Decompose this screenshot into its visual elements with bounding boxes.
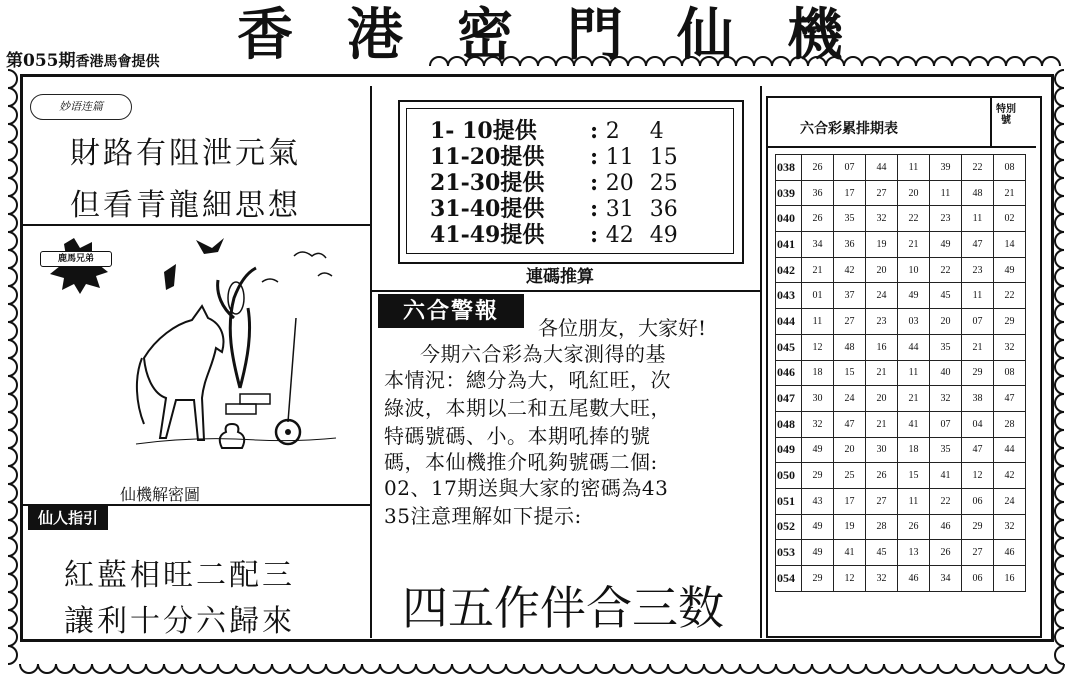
draw-number: 12 bbox=[834, 566, 866, 592]
draw-issue: 042 bbox=[776, 257, 802, 283]
draw-number: 18 bbox=[802, 360, 834, 386]
poem-line: 但看青龍細思想 bbox=[70, 188, 301, 223]
table-row bbox=[776, 566, 1026, 592]
table-row bbox=[776, 334, 1026, 360]
draw-number: 41 bbox=[930, 463, 962, 489]
draw-issue: 050 bbox=[776, 463, 802, 489]
brick-icon bbox=[226, 404, 256, 414]
draw-number: 26 bbox=[802, 206, 834, 232]
draw-number: 32 bbox=[866, 566, 898, 592]
issue-label: 第055期 bbox=[6, 51, 76, 71]
title-char: 機 bbox=[787, 2, 843, 68]
range-row: 11-20提供 : 11 15 bbox=[430, 144, 694, 171]
draw-number: 47 bbox=[962, 437, 994, 463]
draw-number: 44 bbox=[898, 334, 930, 360]
draw-number: 19 bbox=[834, 514, 866, 540]
draw-number: 17 bbox=[834, 180, 866, 206]
draw-number: 11 bbox=[962, 283, 994, 309]
range-number: 49 bbox=[649, 223, 678, 248]
range-row: 31-40提供 : 31 36 bbox=[430, 196, 694, 223]
draw-number: 24 bbox=[866, 283, 898, 309]
cloud-icon bbox=[294, 252, 326, 258]
title-char: 仙 bbox=[677, 2, 733, 68]
draw-number: 16 bbox=[866, 334, 898, 360]
draw-number: 23 bbox=[930, 206, 962, 232]
draw-number: 45 bbox=[866, 540, 898, 566]
draw-number: 14 bbox=[994, 232, 1026, 258]
draw-number: 34 bbox=[802, 232, 834, 258]
body-line: 特碼號碼、小。本期吼捧的號 bbox=[384, 424, 651, 448]
special-number-label: 特別號 bbox=[996, 104, 1016, 126]
draw-number: 12 bbox=[962, 463, 994, 489]
draw-number: 20 bbox=[866, 386, 898, 412]
draw-number: 08 bbox=[994, 155, 1026, 181]
draw-issue: 051 bbox=[776, 488, 802, 514]
draw-number: 15 bbox=[898, 463, 930, 489]
draw-number: 41 bbox=[834, 540, 866, 566]
draw-number: 06 bbox=[962, 488, 994, 514]
body-line: 02、17期送與大家的密碼為43 bbox=[384, 476, 669, 500]
draw-number: 12 bbox=[802, 334, 834, 360]
table-row bbox=[776, 180, 1026, 206]
poem-line: 讓利十分六歸來 bbox=[64, 604, 295, 639]
draw-issue: 038 bbox=[776, 155, 802, 181]
body-line: 35注意理解如下提示: bbox=[384, 504, 582, 528]
draw-number: 15 bbox=[834, 360, 866, 386]
draw-number: 22 bbox=[962, 155, 994, 181]
draw-number: 20 bbox=[834, 437, 866, 463]
table-row bbox=[776, 206, 1026, 232]
draw-number: 10 bbox=[898, 257, 930, 283]
table-row bbox=[776, 386, 1026, 412]
draw-issue: 044 bbox=[776, 309, 802, 335]
draw-number: 49 bbox=[898, 283, 930, 309]
draw-number: 45 bbox=[930, 283, 962, 309]
draw-number: 11 bbox=[898, 155, 930, 181]
draw-number: 48 bbox=[834, 334, 866, 360]
draw-number: 21 bbox=[962, 334, 994, 360]
draw-number: 27 bbox=[834, 309, 866, 335]
title-char: 香 bbox=[237, 2, 293, 68]
hint-label: 仙人指引 bbox=[28, 506, 108, 530]
table-row bbox=[776, 360, 1026, 386]
draw-number: 20 bbox=[930, 309, 962, 335]
section-divider bbox=[22, 224, 370, 226]
draw-number: 08 bbox=[994, 360, 1026, 386]
draw-number: 22 bbox=[930, 488, 962, 514]
greeting-text: 各位朋友，大家好! bbox=[538, 316, 707, 340]
range-number: 31 bbox=[605, 197, 634, 222]
draw-number: 21 bbox=[994, 180, 1026, 206]
draw-number: 21 bbox=[898, 386, 930, 412]
draw-number: 40 bbox=[930, 360, 962, 386]
draw-number: 03 bbox=[898, 309, 930, 335]
draw-number: 29 bbox=[994, 309, 1026, 335]
range-number: 25 bbox=[649, 171, 678, 196]
range-number: 36 bbox=[649, 197, 678, 222]
alert-label: 六合警報 bbox=[378, 294, 524, 328]
draw-issue: 046 bbox=[776, 360, 802, 386]
draw-number: 07 bbox=[834, 155, 866, 181]
draw-issue: 045 bbox=[776, 334, 802, 360]
draw-number: 11 bbox=[930, 180, 962, 206]
poem-tag: 妙语连篇 bbox=[30, 94, 132, 120]
draw-number: 46 bbox=[898, 566, 930, 592]
draw-number: 19 bbox=[866, 232, 898, 258]
poem-line: 紅藍相旺二配三 bbox=[64, 558, 295, 593]
draw-number: 47 bbox=[962, 232, 994, 258]
draw-number: 38 bbox=[962, 386, 994, 412]
column-divider bbox=[760, 86, 762, 638]
gourd-icon bbox=[220, 424, 245, 448]
draw-number: 20 bbox=[898, 180, 930, 206]
draw-number: 21 bbox=[898, 232, 930, 258]
tree-icon bbox=[218, 268, 256, 388]
draw-number: 29 bbox=[802, 463, 834, 489]
table-row bbox=[776, 540, 1026, 566]
picture-caption: 仙機解密圖 bbox=[120, 485, 201, 504]
draw-number: 42 bbox=[834, 257, 866, 283]
draw-number: 21 bbox=[802, 257, 834, 283]
draw-number: 11 bbox=[802, 309, 834, 335]
draw-issue: 040 bbox=[776, 206, 802, 232]
draw-number: 48 bbox=[962, 180, 994, 206]
draw-number: 32 bbox=[994, 334, 1026, 360]
draw-issue: 047 bbox=[776, 386, 802, 412]
range-label: 1- 10提供 bbox=[430, 118, 537, 144]
draw-number: 24 bbox=[994, 488, 1026, 514]
issue-number bbox=[6, 46, 160, 71]
draw-number: 32 bbox=[802, 411, 834, 437]
draw-number: 11 bbox=[962, 206, 994, 232]
range-number: 11 bbox=[605, 145, 634, 170]
draw-number: 02 bbox=[994, 206, 1026, 232]
draw-number: 46 bbox=[994, 540, 1026, 566]
column-divider bbox=[370, 86, 372, 638]
draw-number: 07 bbox=[962, 309, 994, 335]
draw-number: 37 bbox=[834, 283, 866, 309]
draw-issue: 048 bbox=[776, 411, 802, 437]
draw-number: 29 bbox=[962, 360, 994, 386]
range-number: 20 bbox=[605, 171, 634, 196]
draw-number: 49 bbox=[930, 232, 962, 258]
draw-number: 13 bbox=[898, 540, 930, 566]
draw-number: 32 bbox=[930, 386, 962, 412]
draw-number: 41 bbox=[898, 411, 930, 437]
table-row bbox=[776, 257, 1026, 283]
body-line: 綠波，本期以二和五尾數大旺， bbox=[384, 396, 671, 420]
brick-icon bbox=[240, 394, 270, 404]
draw-number: 32 bbox=[994, 514, 1026, 540]
table-row bbox=[776, 155, 1026, 181]
draw-number: 35 bbox=[930, 437, 962, 463]
table-row bbox=[776, 463, 1026, 489]
draw-number: 49 bbox=[994, 257, 1026, 283]
draw-number: 26 bbox=[866, 463, 898, 489]
draw-number: 35 bbox=[834, 206, 866, 232]
draw-number: 49 bbox=[802, 540, 834, 566]
bird-icon bbox=[196, 238, 224, 254]
table-row bbox=[776, 488, 1026, 514]
draw-number: 34 bbox=[930, 566, 962, 592]
poem-line: 財路有阻泄元氣 bbox=[70, 136, 301, 171]
range-caption: 連碼推算 bbox=[526, 267, 594, 287]
draw-number: 16 bbox=[994, 566, 1026, 592]
table-row bbox=[776, 232, 1026, 258]
body-line: 本情況：總分為大，吼紅旺，次 bbox=[384, 368, 671, 392]
draw-number: 46 bbox=[930, 514, 962, 540]
draw-number: 29 bbox=[802, 566, 834, 592]
draw-number: 06 bbox=[962, 566, 994, 592]
range-label: 31-40提供 bbox=[430, 196, 545, 222]
draw-number: 23 bbox=[962, 257, 994, 283]
provider-label: 香港馬會提供 bbox=[75, 54, 160, 70]
draw-number: 11 bbox=[898, 488, 930, 514]
table-title: 六合彩累排期表 bbox=[800, 121, 898, 137]
cloud-icon bbox=[318, 273, 332, 276]
draw-number: 22 bbox=[930, 257, 962, 283]
draw-number: 04 bbox=[962, 411, 994, 437]
draw-issue: 052 bbox=[776, 514, 802, 540]
draw-number: 44 bbox=[994, 437, 1026, 463]
draw-number: 20 bbox=[866, 257, 898, 283]
draw-number: 26 bbox=[802, 155, 834, 181]
draw-issue: 054 bbox=[776, 566, 802, 592]
draw-number: 01 bbox=[802, 283, 834, 309]
draw-number: 39 bbox=[930, 155, 962, 181]
formula-text: 四五作伴合三数 bbox=[402, 581, 724, 635]
draw-number: 42 bbox=[994, 463, 1026, 489]
table-row bbox=[776, 283, 1026, 309]
horse-icon bbox=[144, 306, 223, 440]
range-row: 41-49提供 : 42 49 bbox=[430, 222, 694, 249]
range-number: 2 bbox=[605, 119, 620, 144]
draw-number: 23 bbox=[866, 309, 898, 335]
table-divider bbox=[990, 98, 992, 146]
table-row bbox=[776, 411, 1026, 437]
draw-number: 26 bbox=[898, 514, 930, 540]
draw-number: 27 bbox=[866, 180, 898, 206]
draw-number: 24 bbox=[834, 386, 866, 412]
range-label: 21-30提供 bbox=[430, 170, 545, 196]
table-row bbox=[776, 514, 1026, 540]
range-label: 41-49提供 bbox=[430, 222, 545, 248]
draw-issue: 049 bbox=[776, 437, 802, 463]
draw-number: 36 bbox=[834, 232, 866, 258]
title-char: 港 bbox=[347, 2, 403, 68]
section-divider bbox=[372, 290, 760, 292]
range-row: 21-30提供 : 20 25 bbox=[430, 170, 694, 197]
draw-number: 44 bbox=[866, 155, 898, 181]
draw-number: 22 bbox=[898, 206, 930, 232]
range-row: 1- 10提供 : 2 4 bbox=[430, 118, 694, 145]
body-line: 今期六合彩為大家測得的基 bbox=[420, 342, 666, 366]
draw-number: 21 bbox=[866, 360, 898, 386]
draw-number: 07 bbox=[930, 411, 962, 437]
bird-icon bbox=[164, 264, 176, 290]
draw-number: 11 bbox=[898, 360, 930, 386]
draw-number: 28 bbox=[994, 411, 1026, 437]
draw-number: 29 bbox=[962, 514, 994, 540]
table-divider bbox=[768, 146, 1036, 148]
table-row bbox=[776, 309, 1026, 335]
draw-number: 32 bbox=[866, 206, 898, 232]
draw-issue: 041 bbox=[776, 232, 802, 258]
title-char: 門 bbox=[567, 2, 623, 68]
table-row bbox=[776, 437, 1026, 463]
draw-number: 21 bbox=[866, 411, 898, 437]
draw-number: 30 bbox=[802, 386, 834, 412]
draw-number: 28 bbox=[866, 514, 898, 540]
draw-issue: 039 bbox=[776, 180, 802, 206]
draw-number: 22 bbox=[994, 283, 1026, 309]
draw-number: 47 bbox=[834, 411, 866, 437]
draw-number: 49 bbox=[802, 514, 834, 540]
draw-issue: 053 bbox=[776, 540, 802, 566]
range-number: 42 bbox=[605, 223, 634, 248]
badge-label: 鹿馬兄弟 bbox=[40, 251, 112, 267]
draw-number: 35 bbox=[930, 334, 962, 360]
range-number: 4 bbox=[649, 119, 664, 144]
draw-number: 30 bbox=[866, 437, 898, 463]
draw-number: 17 bbox=[834, 488, 866, 514]
range-number: 15 bbox=[649, 145, 678, 170]
draw-number: 25 bbox=[834, 463, 866, 489]
page-title bbox=[210, 4, 870, 66]
body-line: 碼，本仙機推介吼夠號碼二個: bbox=[384, 450, 658, 474]
draw-number: 43 bbox=[802, 488, 834, 514]
draw-number: 27 bbox=[962, 540, 994, 566]
title-char: 密 bbox=[457, 2, 513, 68]
cloud-icon bbox=[262, 279, 278, 282]
draw-issue: 043 bbox=[776, 283, 802, 309]
draw-table bbox=[775, 154, 1026, 592]
draw-number: 36 bbox=[802, 180, 834, 206]
draw-number: 27 bbox=[866, 488, 898, 514]
draw-number: 26 bbox=[930, 540, 962, 566]
draw-number: 18 bbox=[898, 437, 930, 463]
draw-number: 49 bbox=[802, 437, 834, 463]
range-label: 11-20提供 bbox=[430, 144, 545, 170]
draw-number: 47 bbox=[994, 386, 1026, 412]
